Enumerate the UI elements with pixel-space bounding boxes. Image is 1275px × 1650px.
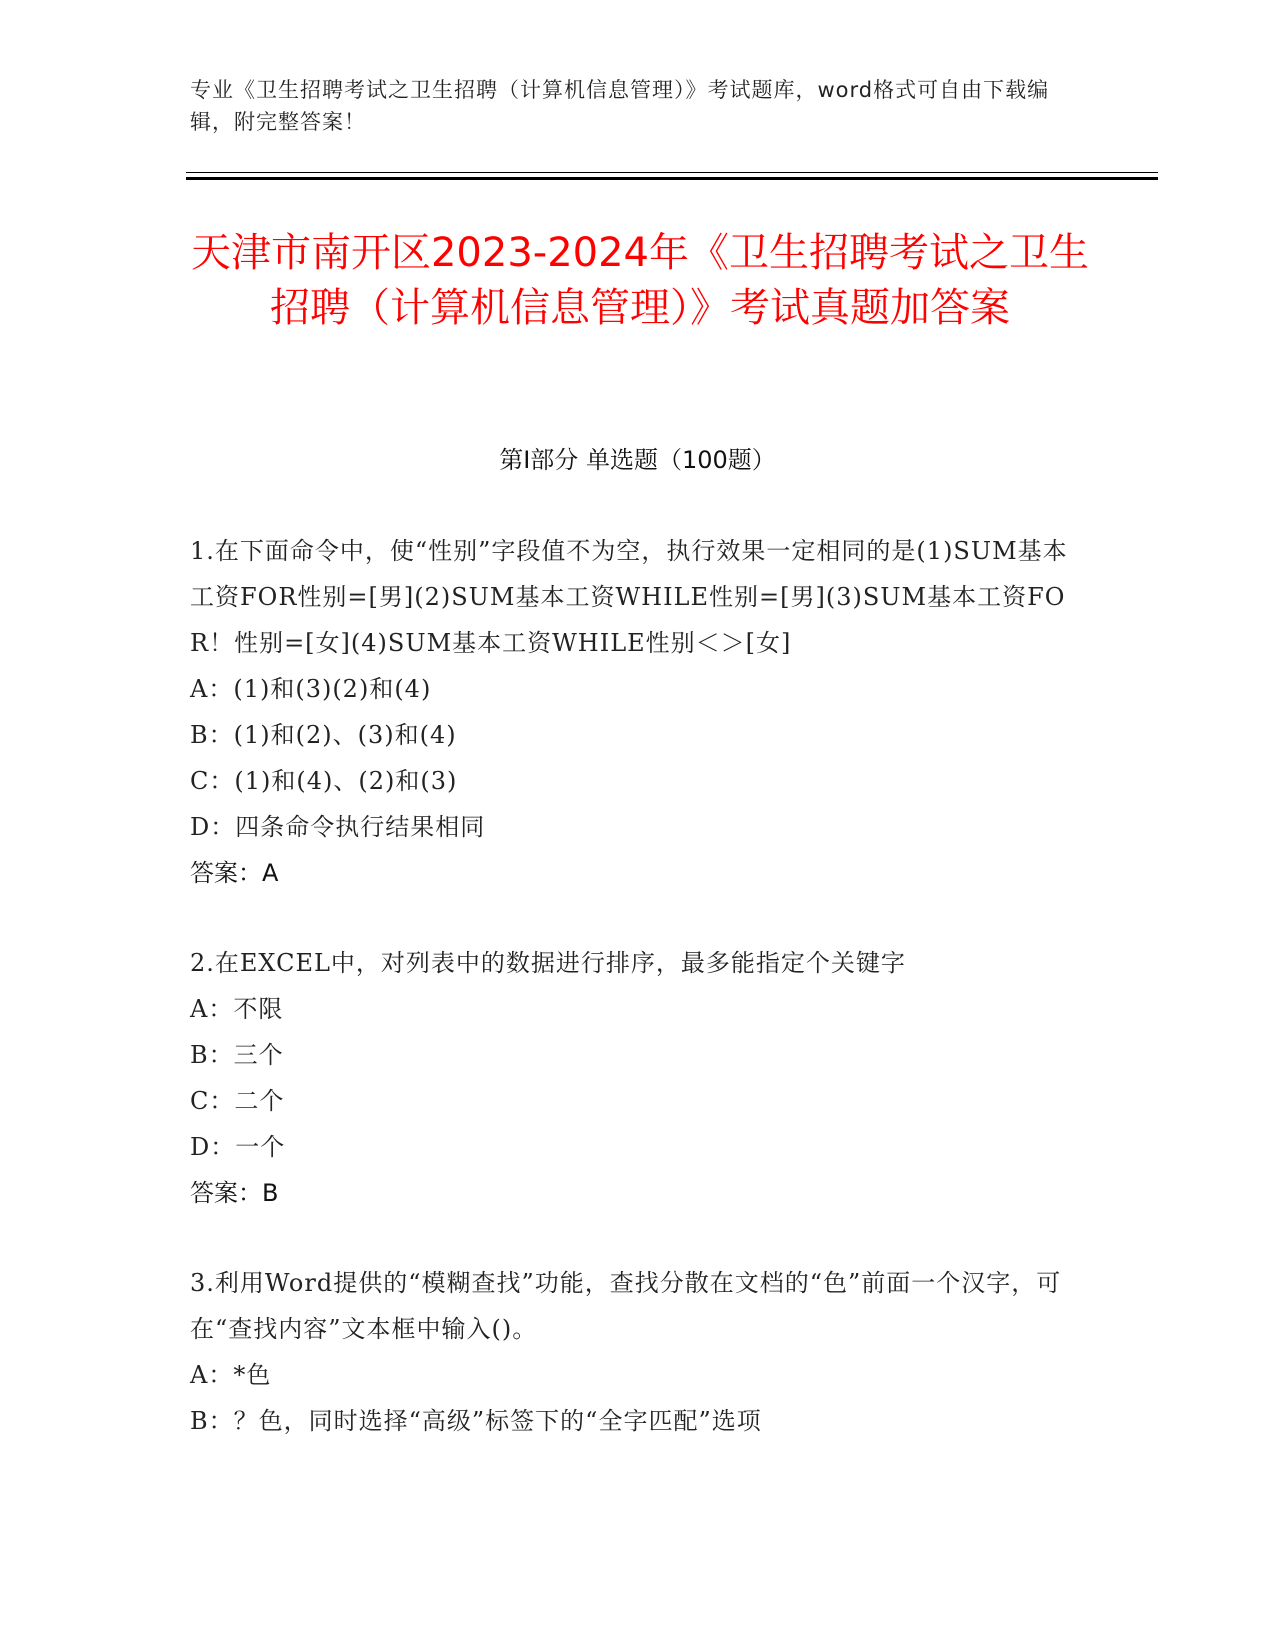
option-d: D：一个 (190, 1133, 286, 1161)
question-item (190, 940, 1090, 1216)
question-item (190, 528, 1090, 896)
question-stem: 1.在下面命令中，使“性别”字段值不为空，执行效果一定相同的是(1)SUM基本工资FOR性别=[男](2)SUM基本工资WHILE性别=[男](3)SUM基本工资FOR！性别=[女](4)SUM基本工资WHILE性别＜＞[女] (190, 537, 1068, 657)
option-c: C：(1)和(4)、(2)和(3) (190, 767, 458, 795)
section-title: 第Ⅰ部分 单选题（100题） (499, 446, 776, 474)
option-b: B：三个 (190, 1041, 284, 1069)
option-a: A：(1)和(3)(2)和(4) (190, 675, 432, 703)
answer-line: 答案：B (190, 1179, 279, 1207)
header-note: 专业《卫生招聘考试之卫生招聘（计算机信息管理）》考试题库，word格式可自由下载编辑，附完整答案！ (190, 78, 1050, 134)
option-d: D：四条命令执行结果相同 (190, 813, 486, 841)
header-divider-thick (186, 177, 1158, 180)
answer-line: 答案：A (190, 859, 279, 887)
question-stem: 3.利用Word提供的“模糊查找”功能，查找分散在文档的“色”前面一个汉字，可在“查找内容”文本框中输入()。 (190, 1269, 1062, 1343)
option-b: B：？色，同时选择“高级”标签下的“全字匹配”选项 (190, 1407, 762, 1435)
option-a: A：不限 (190, 995, 284, 1023)
option-a: A：*色 (190, 1361, 272, 1389)
option-b: B：(1)和(2)、(3)和(4) (190, 721, 457, 749)
question-list (190, 528, 1090, 1488)
question-item (190, 1260, 1090, 1444)
header-divider-thin (186, 172, 1158, 173)
document-title: 天津市南开区2023-2024年《卫生招聘考试之卫生招聘（计算机信息管理）》考试真题加答案 (190, 230, 1090, 331)
question-stem: 2.在EXCEL中，对列表中的数据进行排序，最多能指定个关键字 (190, 949, 906, 977)
option-c: C：二个 (190, 1087, 285, 1115)
